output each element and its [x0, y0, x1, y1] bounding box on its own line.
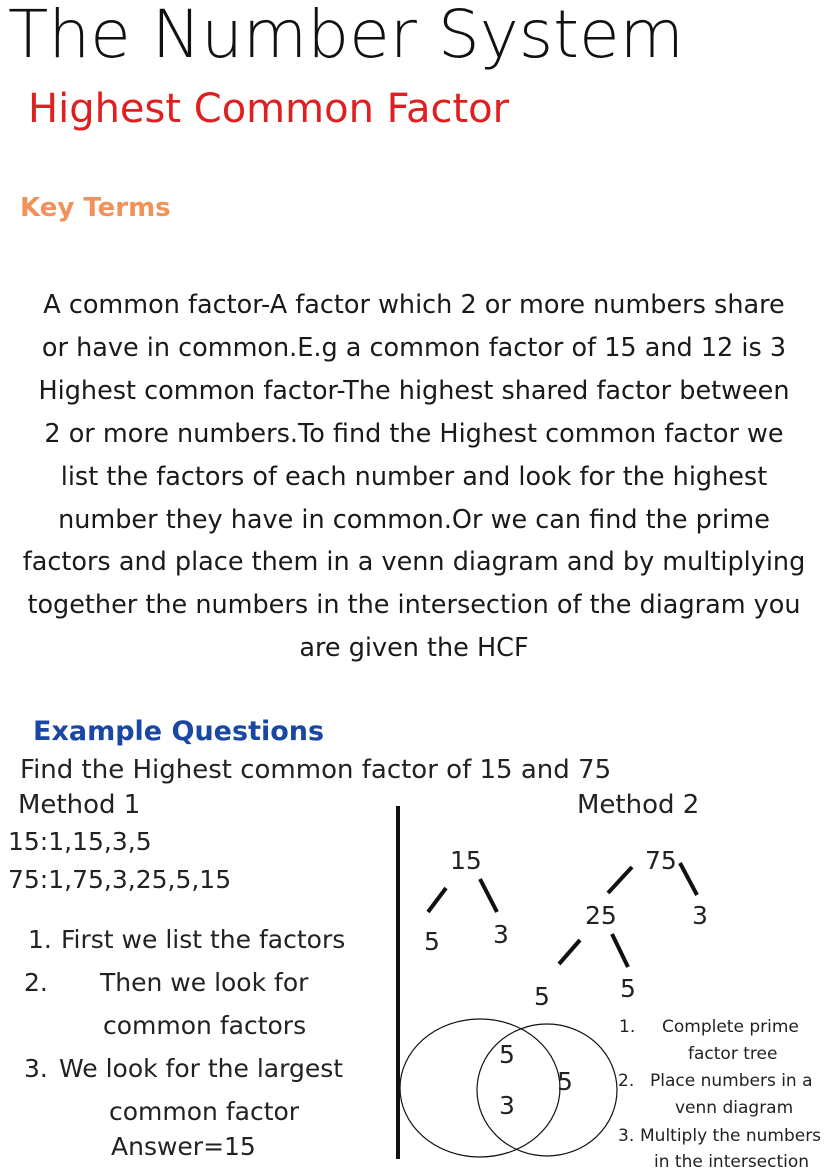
key-terms-heading: Key Terms: [20, 193, 171, 223]
method1-step-text: We look for the largest: [59, 1054, 344, 1083]
tree75-right-branch: [680, 863, 697, 895]
tree25-left-branch: [559, 940, 580, 964]
method1-step-text: common factor: [109, 1097, 300, 1126]
method2-step-number: 1.: [619, 1017, 636, 1037]
paragraph-line: are given the HCF: [299, 633, 529, 664]
paragraph-line: or have in common.E.g a common factor of 15 and 12 is 3: [41, 332, 787, 363]
paragraph-line: 2 or more numbers.To find the Highest common factor we: [44, 418, 784, 449]
tree75-left-branch: [608, 867, 632, 893]
method2-step-text: Complete prime: [662, 1017, 799, 1037]
tree25-right-branch: [612, 934, 628, 967]
method1-step-number: 2.: [24, 968, 48, 997]
method2-step-text: factor tree: [688, 1044, 778, 1064]
method2-step-text: Multiply the numbers: [640, 1126, 822, 1146]
paragraph-line: together the numbers in the intersection of the diagram you: [27, 590, 801, 621]
paragraph-line: number they have in common.Or we can find the prime: [58, 504, 770, 535]
paragraph-line: A common factor-A factor which 2 or more numbers share: [43, 290, 785, 320]
method1-step-number: 3.: [24, 1054, 48, 1083]
tree15-left-leaf: 5: [424, 927, 440, 956]
method2-step-text: Place numbers in a: [650, 1071, 813, 1091]
method1-step-text: common factors: [103, 1011, 307, 1040]
tree25-left-leaf: 5: [534, 982, 550, 1011]
tree15-right-leaf: 3: [493, 920, 509, 949]
method2-label: Method 2: [577, 790, 700, 820]
example-questions-heading: Example Questions: [33, 716, 325, 747]
venn-right-only: 5: [557, 1067, 573, 1096]
paragraph-line: list the factors of each number and look for the highest: [60, 461, 768, 492]
factors-of-75: 75:1,75,3,25,5,15: [8, 865, 232, 894]
tree15-root: 15: [450, 846, 482, 875]
method1-answer: Answer=15: [111, 1132, 256, 1161]
method2-step-text: in the intersection: [654, 1152, 810, 1172]
example-question: Find the Highest common factor of 15 and 75: [20, 755, 612, 785]
tree75-right-leaf: 3: [692, 901, 708, 930]
venn-right-circle: [477, 1024, 617, 1156]
page-subtitle: Highest Common Factor: [28, 86, 510, 132]
tree25-right-leaf: 5: [620, 974, 636, 1003]
factors-of-15: 15:1,15,3,5: [8, 827, 152, 856]
tree15-right-branch: [480, 879, 497, 912]
method2-step-number: 2.: [618, 1071, 635, 1091]
tree15-left-branch: [428, 888, 446, 912]
venn-left-circle: [400, 1019, 560, 1157]
tree75-root: 75: [645, 846, 677, 875]
venn-intersection-bottom: 3: [499, 1091, 515, 1120]
method1-step-text: First we list the factors: [61, 925, 346, 954]
tree75-mid: 25: [585, 901, 617, 930]
method1-label: Method 1: [18, 790, 141, 820]
page-title: The Number System: [8, 0, 684, 73]
paragraph-line: factors and place them in a venn diagram and by multiplying: [22, 547, 806, 578]
method1-step-text: Then we look for: [100, 968, 309, 997]
method1-step-number: 1.: [28, 925, 52, 954]
paragraph-line: Highest common factor-The highest shared factor between: [38, 375, 790, 406]
method2-step-number: 3.: [618, 1126, 635, 1146]
method2-step-text: venn diagram: [675, 1098, 794, 1118]
venn-intersection-top: 5: [499, 1040, 515, 1069]
